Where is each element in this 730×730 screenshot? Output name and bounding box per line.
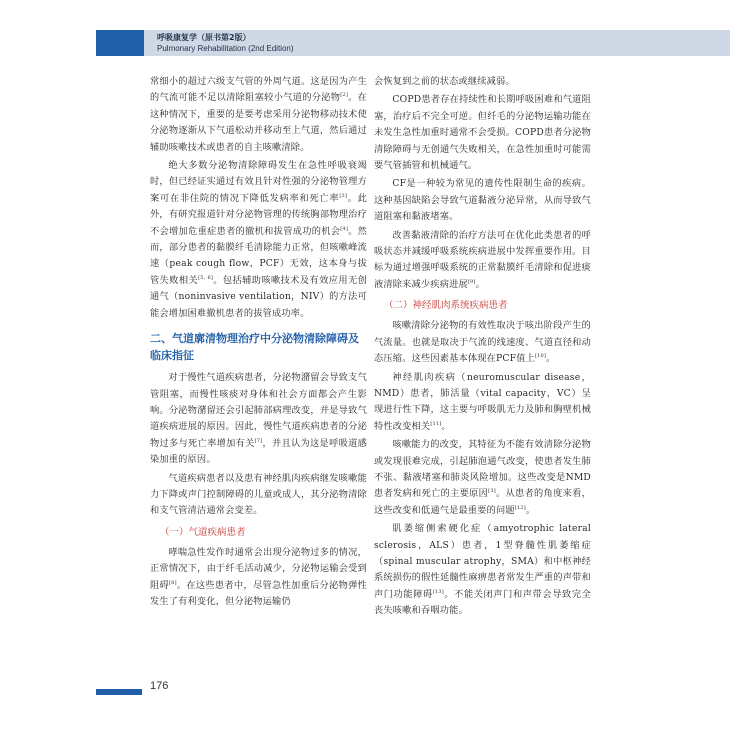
citation: [7] xyxy=(254,437,263,444)
paragraph: 绝大多数分泌物清除障碍发生在急性呼吸衰竭时，但已经证实通过有效且针对性强的分泌物管理方案可在非住院的情况下降低发病率和死亡率[3]。此外，有研究报道针对分泌物管理的传统胸部物理治疗不会增加危重症患者的撤机和拔管成功的机会[4]。然而，部分患者的黏膜纤毛清除能力正常，但咳嗽峰流速（peak cough flow，PCF）无效，这本身与拔管失败相关[5, 6]。包括辅助咳嗽技术及有效应用无创通气（noninvasive ventilation，NIV）的方法可能会增加困难撤机患者的拔管成功率。 xyxy=(150,160,367,319)
paragraph: 神经肌肉疾病（neuromuscular disease，NMD）患者，肺活量（vital capacity，VC）呈现进行性下降，这主要与呼吸肌无力及肺和胸壁机械特性改变相关[11]。 xyxy=(374,371,591,432)
left-column xyxy=(150,74,367,612)
paragraph: 改善黏液清除的治疗方法可在优化此类患者的呼吸状态并减缓呼吸系统疾病进展中发挥重要作用。目标为通过增强呼吸系统的正常黏膜纤毛清除和促进痰液清除来减少疾病进展[9]。 xyxy=(374,229,591,290)
paragraph: 会恢复到之前的状态或继续减弱。 xyxy=(374,76,515,87)
right-column xyxy=(374,74,591,622)
paragraph: 气道疾病患者以及患有神经肌肉疾病继发咳嗽能力下降或声门控制障碍的儿童或成人，其分泌物清除和支气管清洁通常会变差。 xyxy=(150,472,367,517)
paragraph: 常细小的超过六级支气管的外周气道。这是因为产生的气流可能不足以清除阻塞较小气道的分泌物[2]。在这种情况下，重要的是要考虑采用分泌物移动技术使分泌物逐渐从下气道松动并移动至上气道，然后通过辅助咳嗽技术或患者的自主咳嗽清除。 xyxy=(150,76,367,153)
book-subtitle: Pulmonary Rehabilitation (2nd Edition) xyxy=(157,44,294,53)
paragraph: 肌萎缩侧索硬化症（amyotrophic lateral sclerosis，ALS）患者，1型脊髓性肌萎缩症（spinal muscular atrophy，SMA）和中枢神经系统损伤的假性延髓性麻痹患者常发生严重的声带和声门功能障碍[13]。不能关闭声门和声带会导致完全丧失咳嗽和吞咽功能。 xyxy=(374,523,592,617)
citation: [3] xyxy=(339,192,348,199)
subsection-heading: （一）气道疾病患者 xyxy=(160,526,246,538)
citation: [5, 6] xyxy=(198,274,214,281)
citation: [11] xyxy=(430,420,442,427)
paragraph: CF是一种较为常见的遗传性限制生命的疾病。这种基因缺陷会导致气道黏液分泌异常，从而导致气道阻塞和黏液堵塞。 xyxy=(374,178,591,223)
citation: [2] xyxy=(340,92,348,99)
citation: [3] xyxy=(488,488,496,495)
book-title: 呼吸康复学（原书第2版） xyxy=(157,33,251,42)
paragraph: 咳嗽清除分泌物的有效性取决于咳出阶段产生的气流量。也就是取决于气流的线速度、气道直径和动态压缩。这些因素基本体现在PCF值上[10]。 xyxy=(374,320,591,365)
paragraph: 咳嗽能力的改变，其特征为不能有效清除分泌物或发现很难完成，引起肺泡通气改变，使患者发生肺不张、黏液堵塞和肺炎风险增加。这些改变是NMD患者发病和死亡的主要原因[3]。从患者的角度来看，这些改变和低通气是最重要的问题[12]。 xyxy=(374,439,591,516)
citation: [9] xyxy=(467,278,476,285)
page-number: 176 xyxy=(150,680,169,692)
citation: [13] xyxy=(432,588,444,595)
subsection-heading: （二）神经肌肉系统疾病患者 xyxy=(384,300,508,312)
header-accent-block xyxy=(96,30,144,56)
paragraph: 哮喘急性发作时通常会出现分泌物过多的情况，正常情况下，由于纤毛活动减少，分泌物运输会受到阻碍[8]。在这些患者中，尽管急性加重后分泌物弹性发生了有利变化，但分泌物运输仍 xyxy=(150,546,367,607)
citation: [8] xyxy=(169,579,177,586)
citation: [4] xyxy=(340,225,348,232)
citation: [12] xyxy=(514,504,526,511)
section-heading: 二、气道廓清物理治疗中分泌物清除障碍及临床指征 xyxy=(150,332,359,363)
paragraph: 对于慢性气道疾病患者，分泌物潴留会导致支气管阻塞，而慢性咳痰对身体和社会方面都会产生影响。分泌物潴留还会引起肺部病理改变，并是导致气道疾病进展的原因。因此，慢性气道疾病患者的分泌物过多与死亡率增加有关[7]，并且认为这是呼吸道感染加重的原因。 xyxy=(150,372,367,466)
footer-accent-bar xyxy=(96,689,142,695)
citation: [10] xyxy=(535,353,547,360)
running-header xyxy=(157,32,294,54)
paragraph: COPD患者存在持续性和长期呼吸困难和气道阻塞，治疗后不完全可逆。但纤毛的分泌物运输功能在未发生急性加重时通常不会受损。COPD患者分泌物清除障碍与无创通气失败相关，在急性加重时可能需要气管插管和机械通气。 xyxy=(374,94,591,172)
